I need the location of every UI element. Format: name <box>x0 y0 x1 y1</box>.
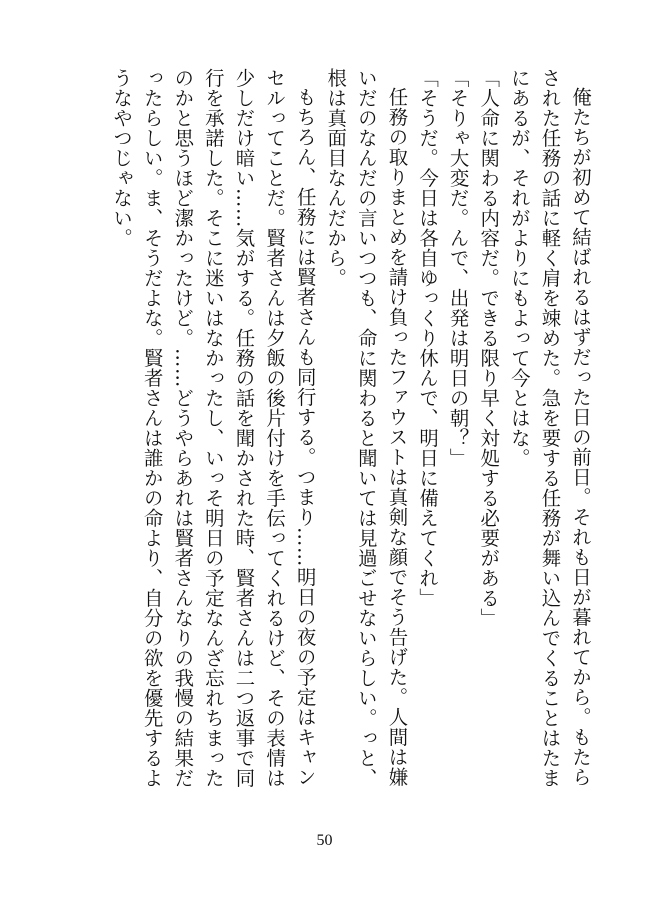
vertical-text-body <box>106 68 596 803</box>
paragraph-dialogue-1: 「人命に関わる内容だ。できる限り早く対処する必要がある」 <box>477 68 501 628</box>
paragraph-narrative-3: もちろん、任務には賢者さんも同行する。つまり……明日の夜の予定はキャンセルってことだ。賢者さんは夕飯の後片付けを手伝ってくれるけど、その表情は少しだけ暗い……気がする。任務の話を聞かされた時、賢者さんは二つ返事で同行を承諾した。そこに迷いはなかったし、いっそ明日の予定なんざ忘れちまったのかと思うほど潔かったけど。……どうやらあれは賢者さんなりの我慢の結果だったらしい。ま、そうだよな。賢者さんは誰かの命より、自分の欲を優先するようなやつじゃない。 <box>110 68 317 788</box>
paragraph-narrative-1: 俺たちが初めて結ばれるはずだった日の前日。それも日が暮れてから。もたらされた任務の話に軽く肩を竦めた。急を要する任務が舞い込んでくることはたまにあるが、それがよりにもよって今とはな。 <box>507 68 592 788</box>
paragraph-dialogue-2: 「そりゃ大変だ。んで、出発は明日の朝？」 <box>446 68 470 468</box>
paragraph-narrative-2: 任務の取りまとめを請け負ったファウストは真剣な顔でそう告げた。人間は嫌いだのなんだの言いつつも、命に関わると聞いては見過ごせないらしい。っと、根は真面目なんだから。 <box>324 68 409 788</box>
page-number: 50 <box>316 832 333 849</box>
paragraph-dialogue-3: 「そうだ。今日は各自ゆっくり休んで、明日に備えてくれ」 <box>416 68 440 608</box>
